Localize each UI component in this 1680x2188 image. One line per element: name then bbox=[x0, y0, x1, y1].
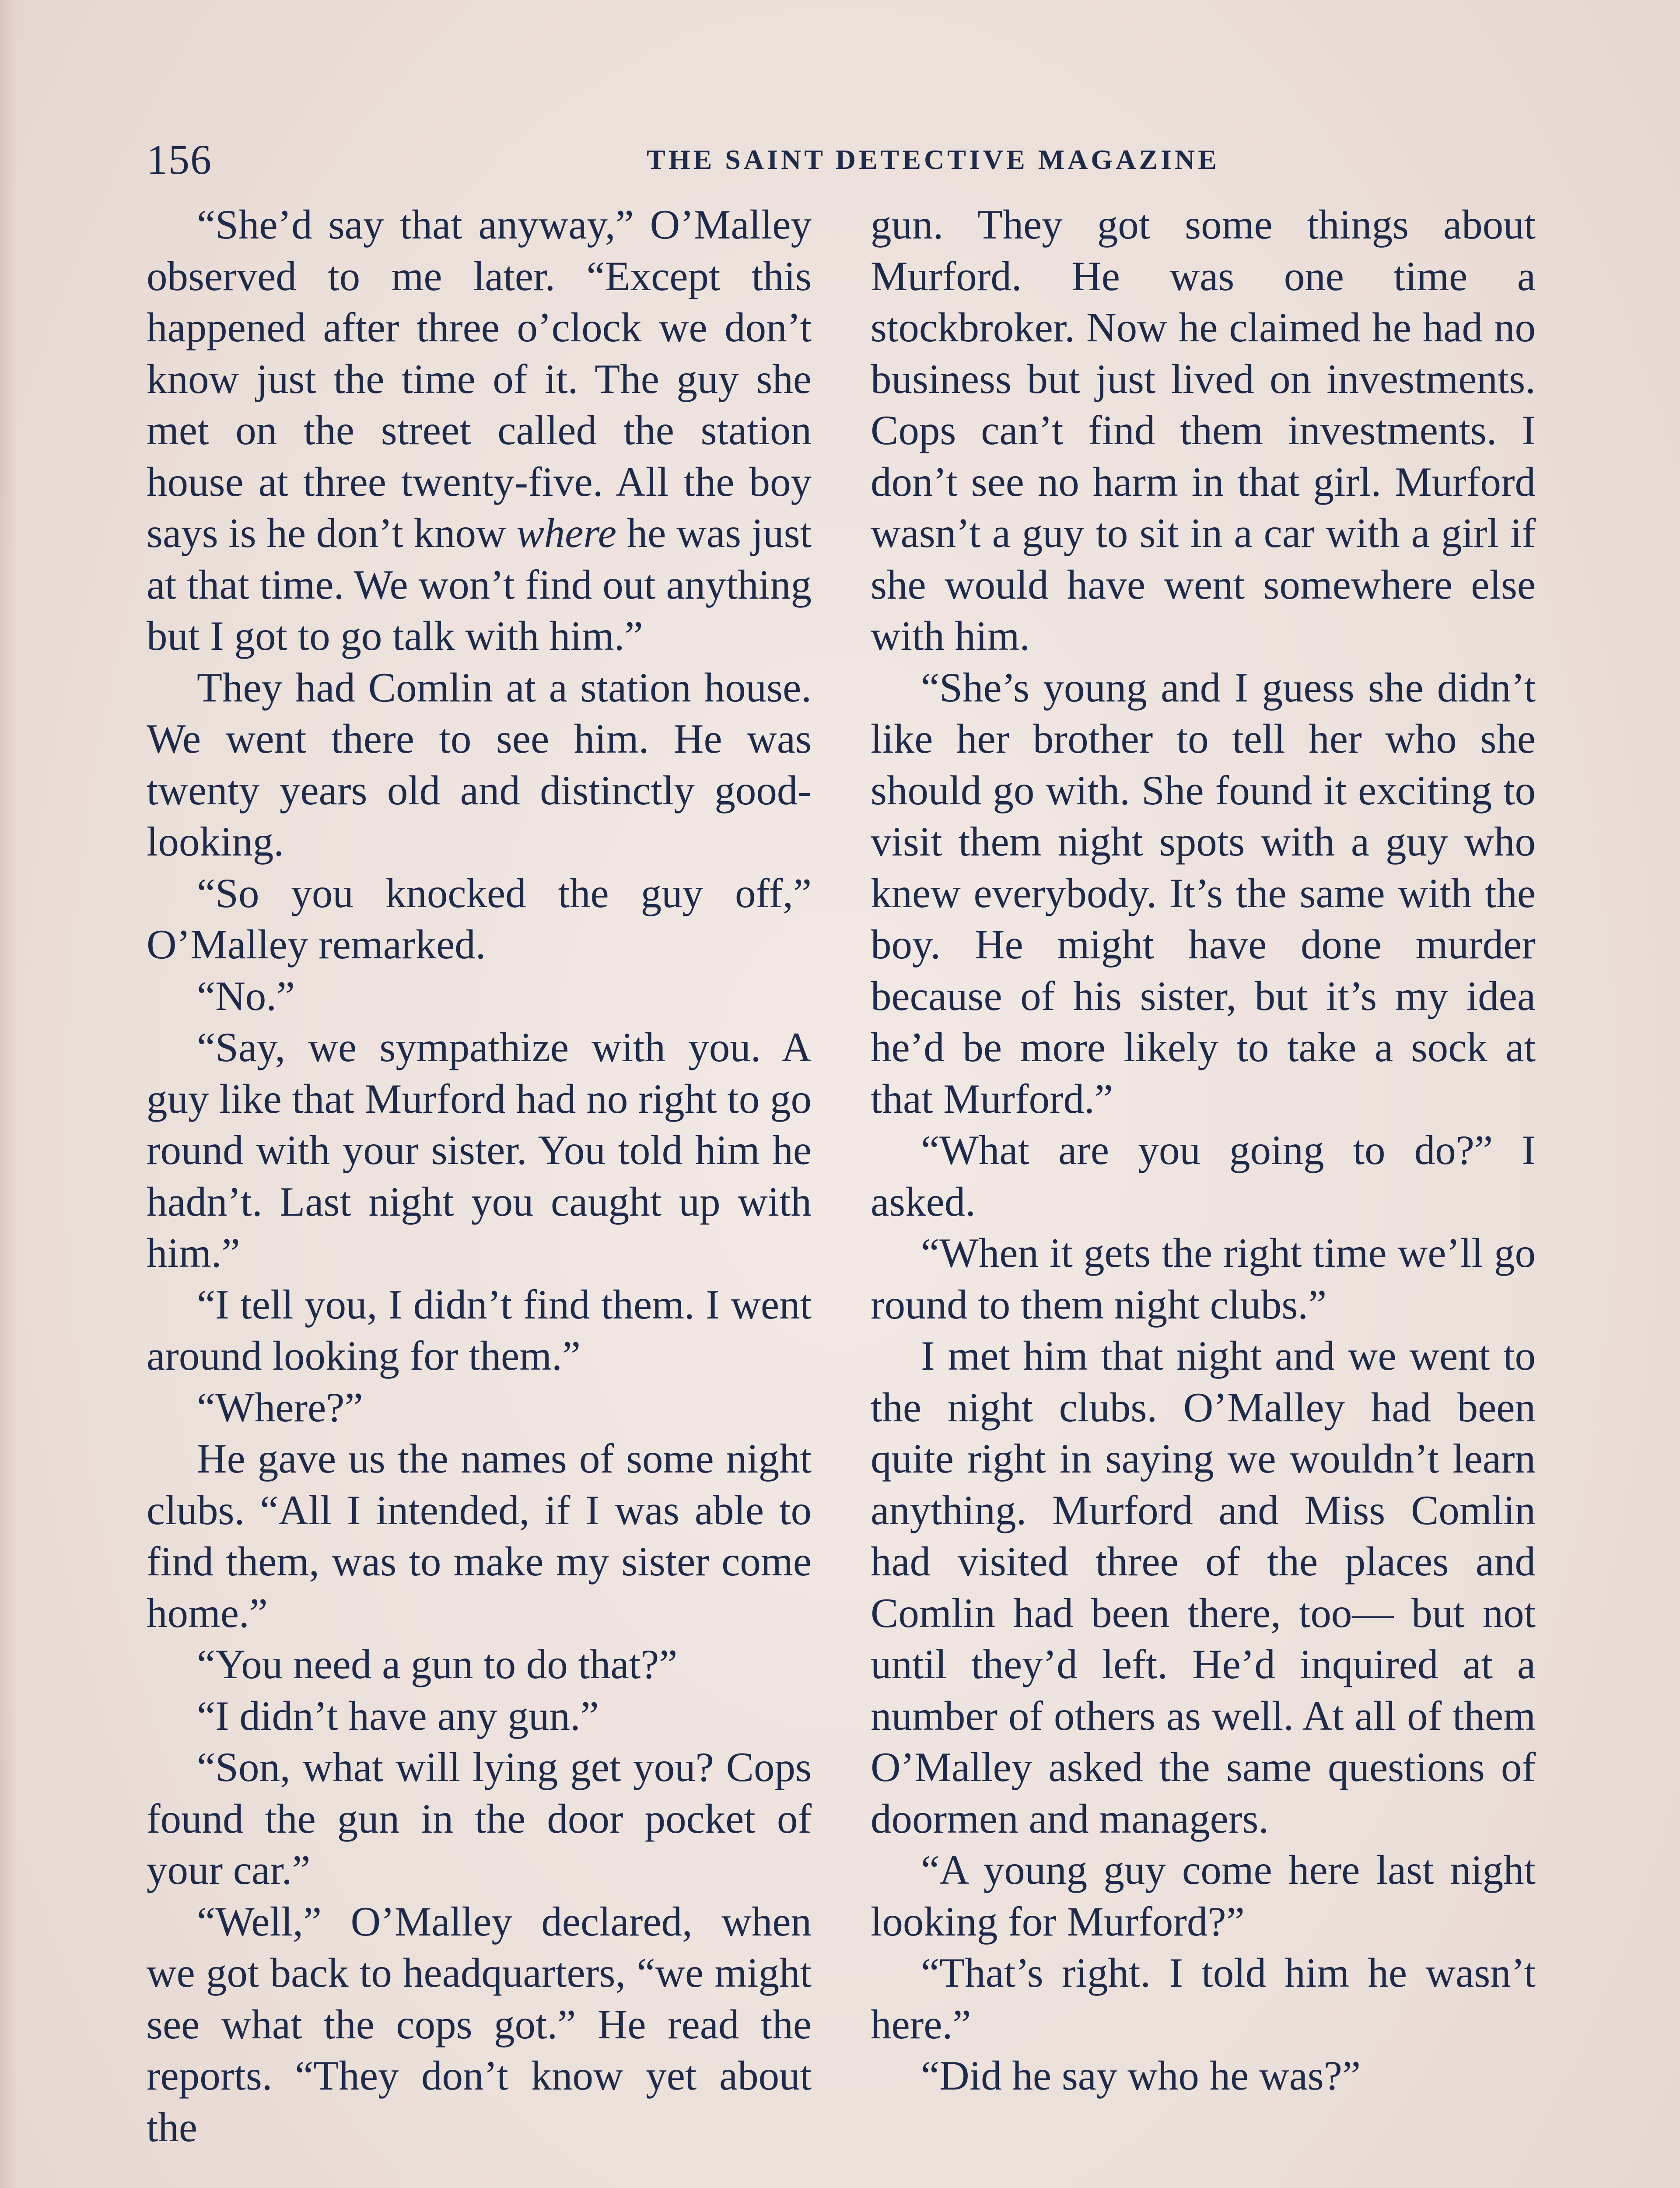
paragraph: “When it gets the right time we’ll go round to them night clubs.” bbox=[871, 1230, 1536, 1328]
paragraph: “I didn’t have any gun.” bbox=[197, 1692, 599, 1739]
paragraph: He gave us the names of some night clubs. “All I intended, if I was able to find them, was to make my sister come home.” bbox=[147, 1435, 812, 1636]
paragraph: “Son, what will lying get you? Cops found the gun in the door pocket of your car.” bbox=[147, 1744, 812, 1893]
page-number: 156 bbox=[147, 136, 212, 183]
italic-word: where bbox=[516, 510, 617, 556]
running-title: THE SAINT DETECTIVE MAGAZINE bbox=[647, 144, 1220, 175]
paragraph: “A young guy come here last night looking for Murford?” bbox=[871, 1847, 1536, 1945]
page-edge-shadow bbox=[0, 0, 18, 2188]
paragraph: gun. They got some things about Murford. He was one time a stockbroker. Now he claimed he had no business but just lived on investments. Cops can’t find them investments. I don’t see no harm in that girl. Murford wasn’t a guy to sit in a car with a girl if she would have went somewhere else with him. bbox=[871, 201, 1536, 659]
paragraph: I met him that night and we went to the night clubs. O’Malley had been quite right in saying we wouldn’t learn anything. Murford and Miss Comlin had visited three of the places and Comlin had been there, too— but not until they’d left. He’d inquired at a number of others as well. At all of them O’Malley asked the same questions of doormen and managers. bbox=[871, 1332, 1536, 1842]
paragraph: “That’s right. I told him he wasn’t here.” bbox=[871, 1950, 1536, 2048]
paragraph: “You need a gun to do that?” bbox=[197, 1641, 678, 1687]
paragraph: “Where?” bbox=[197, 1384, 363, 1431]
paragraph: “Say, we sympathize with you. A guy like that Murford had no right to go round with your sister. You told him he hadn’t. Last night you caught up with him.” bbox=[147, 1024, 812, 1276]
paragraph: “So you knocked the guy off,” O’Malley remarked. bbox=[147, 870, 812, 968]
paragraph: “Well,” O’Malley declared, when we got back to headquarters, “we might see what the cops got.” He read the reports. “They don’t know yet about the bbox=[147, 1898, 812, 2150]
paragraph: They had Comlin at a station house. We went there to see him. He was twenty years old and distinctly good-looking. bbox=[147, 664, 812, 865]
paragraph: “No.” bbox=[197, 972, 295, 1019]
right-column bbox=[871, 199, 1536, 2102]
left-column bbox=[147, 199, 812, 2153]
paragraph: “Did he say who he was?” bbox=[921, 2052, 1361, 2099]
paragraph: “She’d say that anyway,” O’Malley observed to me later. “Except this happened after three o’clock we don’t know just the time of it. The guy she met on the street called the station house at three twenty-five. All the boy says is he don’t know where he was just at that time. We won’t find out anything but I got to go talk with him.” bbox=[147, 201, 812, 659]
page-header bbox=[147, 131, 1547, 188]
paragraph: “What are you going to do?” I asked. bbox=[871, 1127, 1536, 1225]
paragraph: “She’s young and I guess she didn’t like her brother to tell her who she should go with. She found it exciting to visit them night spots with a guy who knew everybody. It’s the same with the boy. He might have done murder because of his sister, but it’s my idea he’d be more likely to take a sock at that Murford.” bbox=[871, 664, 1536, 1122]
paragraph: “I tell you, I didn’t find them. I went around looking for them.” bbox=[147, 1281, 812, 1379]
